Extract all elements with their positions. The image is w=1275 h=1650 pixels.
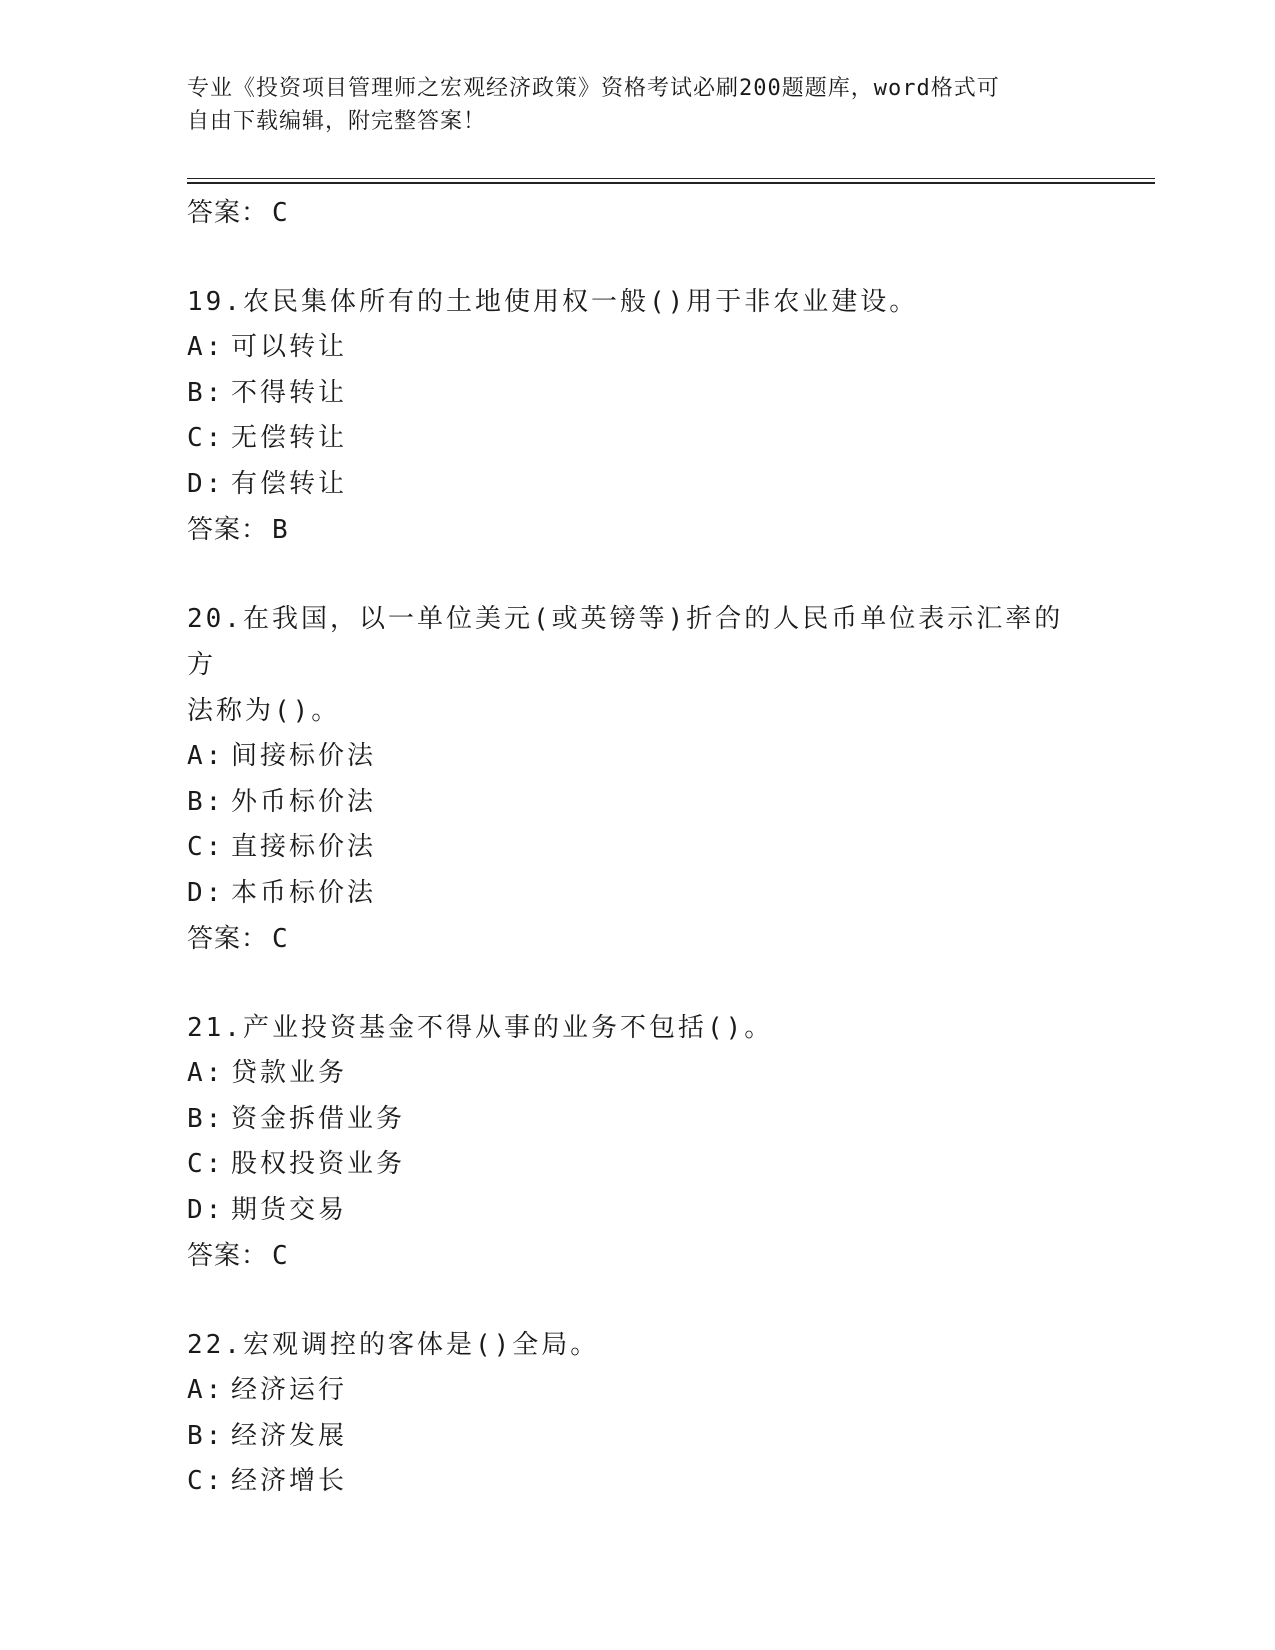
option-text: 不得转让 xyxy=(231,377,348,408)
answer-label: 答案： xyxy=(187,515,269,545)
answer-label: 答案： xyxy=(187,198,269,228)
option-key: A: xyxy=(187,1375,225,1405)
option-text: 间接标价法 xyxy=(231,741,377,771)
option-d xyxy=(187,1188,1087,1234)
answer-value: C xyxy=(272,198,289,228)
option-b xyxy=(187,1414,1087,1460)
answer-line xyxy=(187,190,1087,236)
answer-line xyxy=(187,916,1087,962)
question-text: 21.产业投资基金不得从事的业务不包括()。 xyxy=(187,1013,774,1043)
option-text: 经济运行 xyxy=(231,1375,348,1405)
answer-line xyxy=(187,507,1087,553)
question-text-line-2: 法称为()。 xyxy=(187,696,341,726)
option-b xyxy=(187,371,1087,417)
option-key: C: xyxy=(187,832,225,862)
option-text: 期货交易 xyxy=(231,1194,348,1225)
option-key: D: xyxy=(187,1194,225,1225)
question-block xyxy=(187,1005,1087,1279)
option-text: 有偿转让 xyxy=(231,468,348,499)
option-text: 本币标价法 xyxy=(231,877,377,908)
question-list xyxy=(187,190,1087,1505)
option-key: C: xyxy=(187,423,225,453)
option-text: 可以转让 xyxy=(231,332,348,362)
option-b xyxy=(187,780,1087,826)
option-text: 股权投资业务 xyxy=(231,1149,406,1179)
option-text: 经济增长 xyxy=(231,1466,348,1496)
option-key: A: xyxy=(187,1058,225,1088)
question-block xyxy=(187,279,1087,553)
option-key: B: xyxy=(187,1103,225,1134)
option-c xyxy=(187,1142,1087,1188)
option-text: 贷款业务 xyxy=(231,1058,348,1088)
answer-value: C xyxy=(272,924,289,954)
option-c xyxy=(187,825,1087,871)
question-text-line-1: 20.在我国，以一单位美元(或英镑等)折合的人民币单位表示汇率的方 xyxy=(187,604,1064,680)
question-text xyxy=(187,596,1087,734)
answer-line xyxy=(187,1233,1087,1279)
option-d xyxy=(187,462,1087,508)
option-c xyxy=(187,416,1087,462)
option-a xyxy=(187,325,1087,371)
question-block xyxy=(187,596,1087,962)
option-text: 资金拆借业务 xyxy=(231,1103,406,1134)
option-key: D: xyxy=(187,468,225,499)
option-key: C: xyxy=(187,1466,225,1496)
question-block xyxy=(187,1322,1087,1505)
option-a xyxy=(187,1368,1087,1414)
option-c xyxy=(187,1459,1087,1505)
answer-label: 答案： xyxy=(187,1241,269,1271)
header-divider-thin xyxy=(187,178,1155,179)
option-key: C: xyxy=(187,1149,225,1179)
document-header xyxy=(187,72,1077,138)
question-text: 19.农民集体所有的土地使用权一般()用于非农业建设。 xyxy=(187,287,919,317)
question-text: 22.宏观调控的客体是()全局。 xyxy=(187,1330,600,1360)
option-text: 外币标价法 xyxy=(231,786,377,817)
header-line-2: 自由下载编辑，附完整答案！ xyxy=(187,109,487,134)
option-key: D: xyxy=(187,877,225,908)
header-divider-thick xyxy=(187,182,1155,184)
option-key: B: xyxy=(187,377,225,408)
option-text: 无偿转让 xyxy=(231,423,348,453)
header-line-1: 专业《投资项目管理师之宏观经济政策》资格考试必刷200题题库，word格式可 xyxy=(187,76,1000,101)
answer-value: C xyxy=(272,1241,289,1271)
option-text: 直接标价法 xyxy=(231,832,377,862)
option-d xyxy=(187,871,1087,917)
option-key: A: xyxy=(187,332,225,362)
option-a xyxy=(187,1051,1087,1097)
option-a xyxy=(187,734,1087,780)
answer-value: B xyxy=(272,515,289,545)
answer-label: 答案： xyxy=(187,924,269,954)
option-text: 经济发展 xyxy=(231,1420,348,1451)
option-key: A: xyxy=(187,741,225,771)
option-b xyxy=(187,1097,1087,1143)
option-key: B: xyxy=(187,786,225,817)
option-key: B: xyxy=(187,1420,225,1451)
